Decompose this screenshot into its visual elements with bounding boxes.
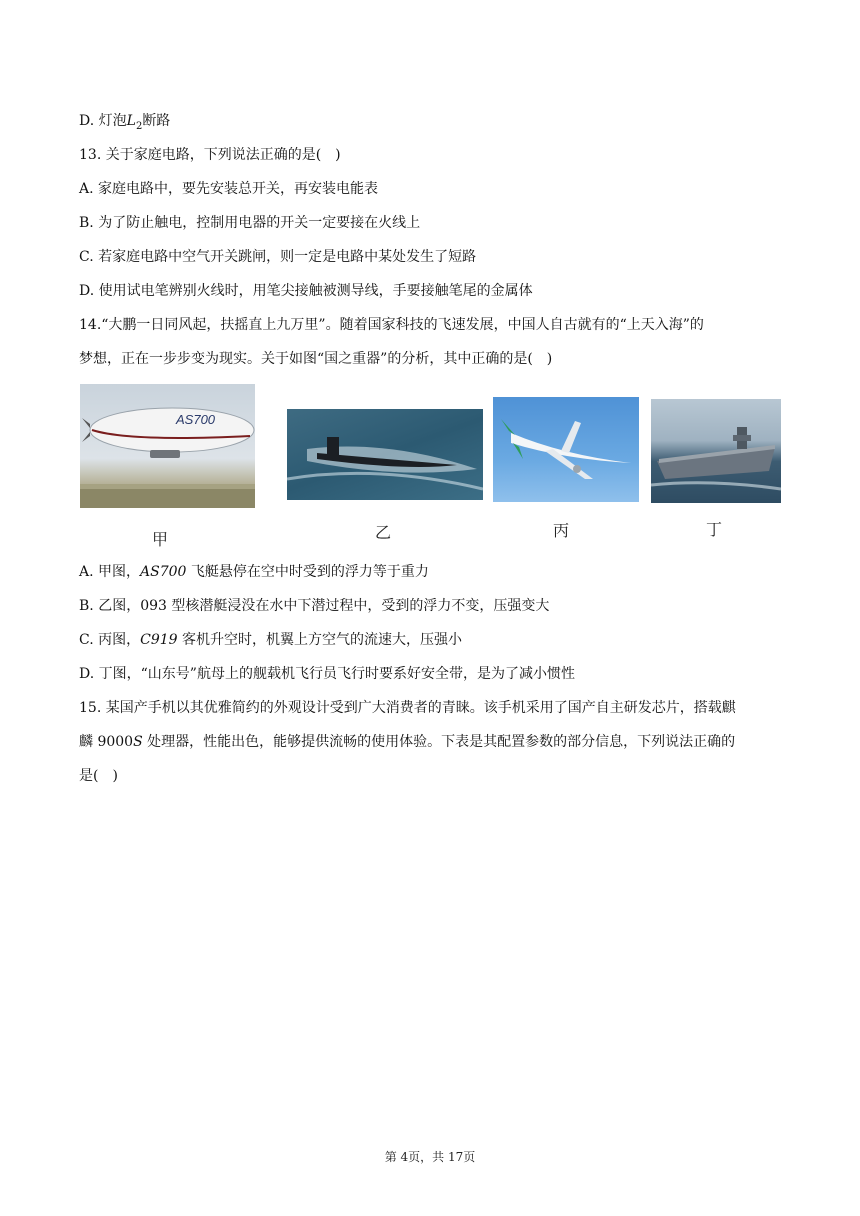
airship-icon [80,384,255,508]
q15-line2-prefix: 麟 9000 [79,734,134,750]
q15-line1: 15. 某国产手机以其优雅简约的外观设计受到广大消费者的青睐。该手机采用了国产自主研发芯片，搭载麒 [79,700,736,716]
caption-yi: 乙 [375,523,392,542]
q14-option-a-suffix: 飞艇悬停在空中时受到的浮力等于重力 [186,564,429,580]
q12-option-d [79,111,170,137]
q14-option-d: D. 丁图，“山东号”航母上的舰载机飞行员飞行时要系好安全带，是为了减小惯性 [79,666,575,682]
caption-jia: 甲 [152,530,169,549]
q14-option-a-var: AS700 [140,564,187,580]
q14-option-a-prefix: A. 甲图， [79,564,141,580]
q12-option-d-var: L [126,113,136,129]
caption-bing: 丙 [553,521,570,540]
airliner-image [493,397,639,502]
q14-stem-line2: 梦想，正在一步步变为现实。关于如图“国之重器”的分析，其中正确的是( ) [79,351,553,367]
q15-line2-var: S [133,734,143,750]
q12-option-d-prefix: D. 灯泡 [79,113,127,129]
q15-line3: 是( ) [79,768,118,784]
q14-option-c-suffix: 客机升空时，机翼上方空气的流速大，压强小 [177,632,463,648]
airship-image [80,384,255,508]
q13-option-b: B. 为了防止触电，控制用电器的开关一定要接在火线上 [79,215,421,231]
page-footer: 第 4页，共 17页 [384,1150,476,1164]
q14-option-a [79,562,429,582]
q13-option-a: A. 家庭电路中，要先安装总开关，再安装电能表 [79,181,379,197]
submarine-image [287,409,483,500]
q13-option-d: D. 使用试电笔辨别火线时，用笔尖接触被测导线，手要接触笔尾的金属体 [79,283,533,299]
carrier-icon [651,399,781,503]
q13-option-c: C. 若家庭电路中空气开关跳闸，则一定是电路中某处发生了短路 [79,249,477,265]
q13-stem: 13. 关于家庭电路，下列说法正确的是( ) [79,147,341,163]
q12-option-d-suffix: 断路 [142,113,171,129]
airship-label: AS700 [176,412,216,427]
q14-option-c-var: C919 [140,632,178,648]
airliner-icon [493,397,639,502]
q14-option-b: B. 乙图，093 型核潜艇浸没在水中下潜过程中，受到的浮力不变，压强变大 [79,598,550,614]
q12-option-d-sub: 2 [135,120,143,132]
caption-ding: 丁 [706,520,723,539]
carrier-image [651,399,781,503]
submarine-icon [287,409,483,500]
q14-option-c-prefix: C. 丙图， [79,632,141,648]
q15-line2 [79,732,735,752]
q14-option-c [79,630,462,650]
q15-line2-suffix: 处理器，性能出色，能够提供流畅的使用体验。下表是其配置参数的部分信息，下列说法正确的 [142,734,736,750]
q14-stem-line1: 14.“大鹏一日同风起，扶摇直上九万里”。随着国家科技的飞速发展，中国人自古就有的“上天入海”的 [79,317,704,333]
